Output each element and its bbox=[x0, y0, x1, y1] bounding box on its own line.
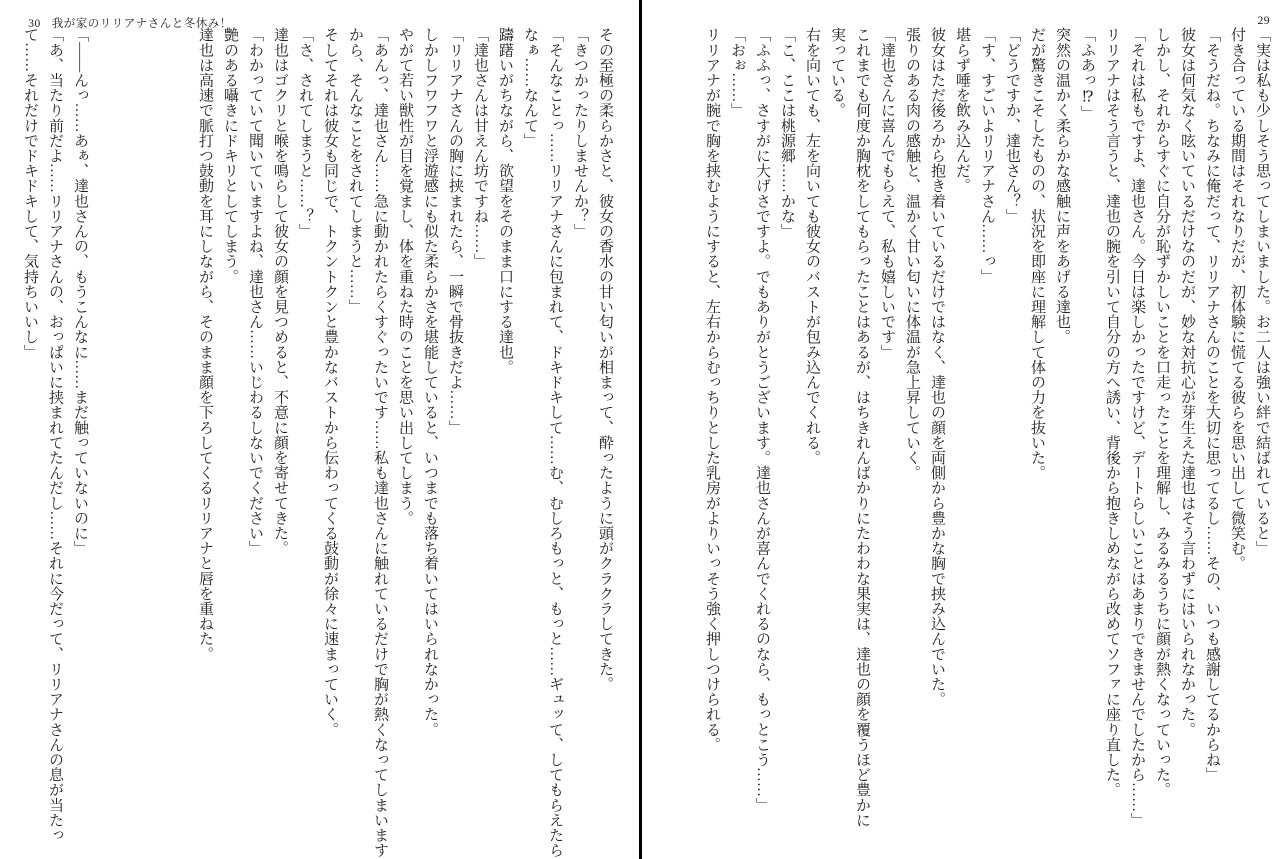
text-line: 「達也さんに喜んでもらえて、私も嬉しいです」 bbox=[879, 27, 895, 360]
text-line: なぁ……なんて」 bbox=[522, 27, 538, 148]
text-line: から、そんなことをされてしまうと……」 bbox=[347, 27, 363, 314]
page-divider bbox=[639, 0, 642, 859]
text-line: 「どうですか、達也さん？」 bbox=[1004, 27, 1020, 224]
text-line: 「さ、されてしまうと……？」 bbox=[297, 27, 313, 239]
text-line: 実っている。 bbox=[829, 27, 845, 118]
text-line: 艶のある囁きにドキリとしてしまう。 bbox=[222, 27, 238, 284]
text-line: 「あ、当たり前だよ……リリアナさんの、おっぱいに挟まれてたんだし……それに今だって、リリアナさんの息が当たっ bbox=[47, 27, 63, 843]
text-line: 「ふふっ、さすがに大げさですよ。でもありがとうございます。達也さんが喜んでくれるのなら、もっとこう……」 bbox=[754, 27, 770, 813]
text-line: 「わかっていて聞いていますよね、達也さん……いじわるしないでください」 bbox=[247, 27, 263, 556]
text-line: 「そうだね。ちなみに俺だって、リリアナさんのことを大切に思ってるし……その、いつも感謝してるからね」 bbox=[1204, 27, 1220, 782]
text-line: 彼女はただ後ろから抱き着いているだけではなく、達也の顔を両側から豊かな胸で挟み込んでいた。 bbox=[929, 27, 945, 707]
text-line: 「おぉ……」 bbox=[729, 27, 745, 118]
text-line: 「達也さんは甘えん坊ですね……」 bbox=[472, 27, 488, 269]
text-line: 「実は私も少しそう思ってしまいました。お二人は強い絆で結ばれていると」 bbox=[1254, 27, 1270, 556]
text-line: リリアナはそう言うと、達也の腕を引いて自分の方へ誘い、背後から抱きしめながら改めてソファに座り直した。 bbox=[1104, 27, 1120, 798]
page-right-number: 29 bbox=[1257, 15, 1270, 27]
text-line: 「それは私もですよ、達也さん。今日は楽しかったですけど、デートらしいことはあまりできませんでしたから……」 bbox=[1129, 27, 1145, 828]
text-line: 張りのある肉の感触と、温かく甘い匂いに体温が急上昇していく。 bbox=[904, 27, 920, 480]
text-line: やがて若い獣性が目を覚まし、体を重ねた時のことを思い出してしまう。 bbox=[397, 27, 413, 526]
text-line bbox=[167, 27, 192, 859]
page-right-text bbox=[663, 27, 1274, 859]
text-line bbox=[142, 27, 167, 859]
text-line: だが驚きこそしたものの、状況を即座に理解して体の力を抜いた。 bbox=[1029, 27, 1045, 480]
text-line: これまでも何度か胸枕をしてもらったことはあるが、はちきれんばかりにたわわな果実は、達也の顔を覆うほど豊かに bbox=[854, 27, 870, 828]
text-line bbox=[92, 27, 117, 859]
text-line: しかし、それからすぐに自分が恥ずかしいことを口走ったことを理解し、みるみるうちに顔が熱くなっていった。 bbox=[1154, 27, 1170, 798]
page-left-text bbox=[10, 27, 617, 859]
text-line: 「こ、ここは桃源郷……かな」 bbox=[779, 27, 795, 239]
text-line: 突然の温かく柔らかな感触に声をあげる達也。 bbox=[1054, 27, 1070, 345]
page-left-title: 我が家のリリアナさんと冬休み！ bbox=[51, 18, 232, 30]
page-right[interactable] bbox=[643, 0, 1280, 859]
text-line: そしてそれは彼女も同じで、トクントクンと豊かなバストから伝わってくる鼓動が徐々に速まっていく。 bbox=[322, 27, 338, 737]
text-line: その至極の柔らかさと、彼女の香水の甘い匂いが相まって、酔ったように頭がクラクラしてきた。 bbox=[597, 27, 613, 692]
text-line: 躊躇いがちながら、欲望をそのまま口にする達也。 bbox=[497, 27, 513, 375]
text-line: しかしフワフワと浮遊感にも似た柔らかさを堪能していると、いつまでも落ち着いてはいられなかった。 bbox=[422, 27, 438, 737]
text-line: リリアナが腕で胸を挟むようにすると、左右からむっちりとした乳房がよりいっそう強く押しつけられる。 bbox=[704, 27, 720, 752]
text-line: 達也は高速で脈打つ鼓動を耳にしながら、そのまま顔を下ろしてくるリリアナと唇を重ねた。 bbox=[197, 27, 213, 662]
text-line: 彼女は何気なく呟いているだけなのだが、妙な対抗心が芽生えた達也はそう言わずにはいられなかった。 bbox=[1179, 27, 1195, 737]
text-line: 「きつかったりしませんか？」 bbox=[572, 27, 588, 239]
text-line: 「――んっ……あぁ、達也さんの、もうこんなに……まだ触っていないのに」 bbox=[72, 27, 88, 556]
text-line: 右を向いても、左を向いても彼女のバストが包み込んでくれる。 bbox=[804, 27, 820, 465]
text-line: 「リリアナさんの胸に挟まれたら、一瞬で骨抜きだよ……」 bbox=[447, 27, 463, 435]
text-line: 「あんっ、達也さん……急に動かれたらくすぐったいです……私も達也さんに触れているだけで胸が熱くなってしまいます bbox=[372, 27, 388, 858]
text-line: 「ふあっ⁉」 bbox=[1079, 27, 1095, 121]
text-line bbox=[117, 27, 142, 859]
page-left[interactable] bbox=[0, 0, 639, 859]
text-line: 付き合っている期間はそれなりだが、初体験に慌てる彼らを思い出して微笑む。 bbox=[1229, 27, 1245, 571]
text-line: て……それだけでドキドキして、気持ちいいし」 bbox=[22, 27, 38, 360]
text-line: 「す、すごいよリリアナさん……っ」 bbox=[979, 27, 995, 284]
text-line: 達也はゴクリと喉を鳴らして彼女の顔を見つめると、不意に顔を寄せてきた。 bbox=[272, 27, 288, 556]
page-left-number: 30 bbox=[28, 18, 41, 30]
text-line: 堪らず唾を飲み込んだ。 bbox=[954, 27, 970, 194]
text-line: 「そんなことっ……リリアナさんに包まれて、ドキドキして……む、むしろもっと、もっと……ギュッて、してもらえたら bbox=[547, 27, 563, 858]
